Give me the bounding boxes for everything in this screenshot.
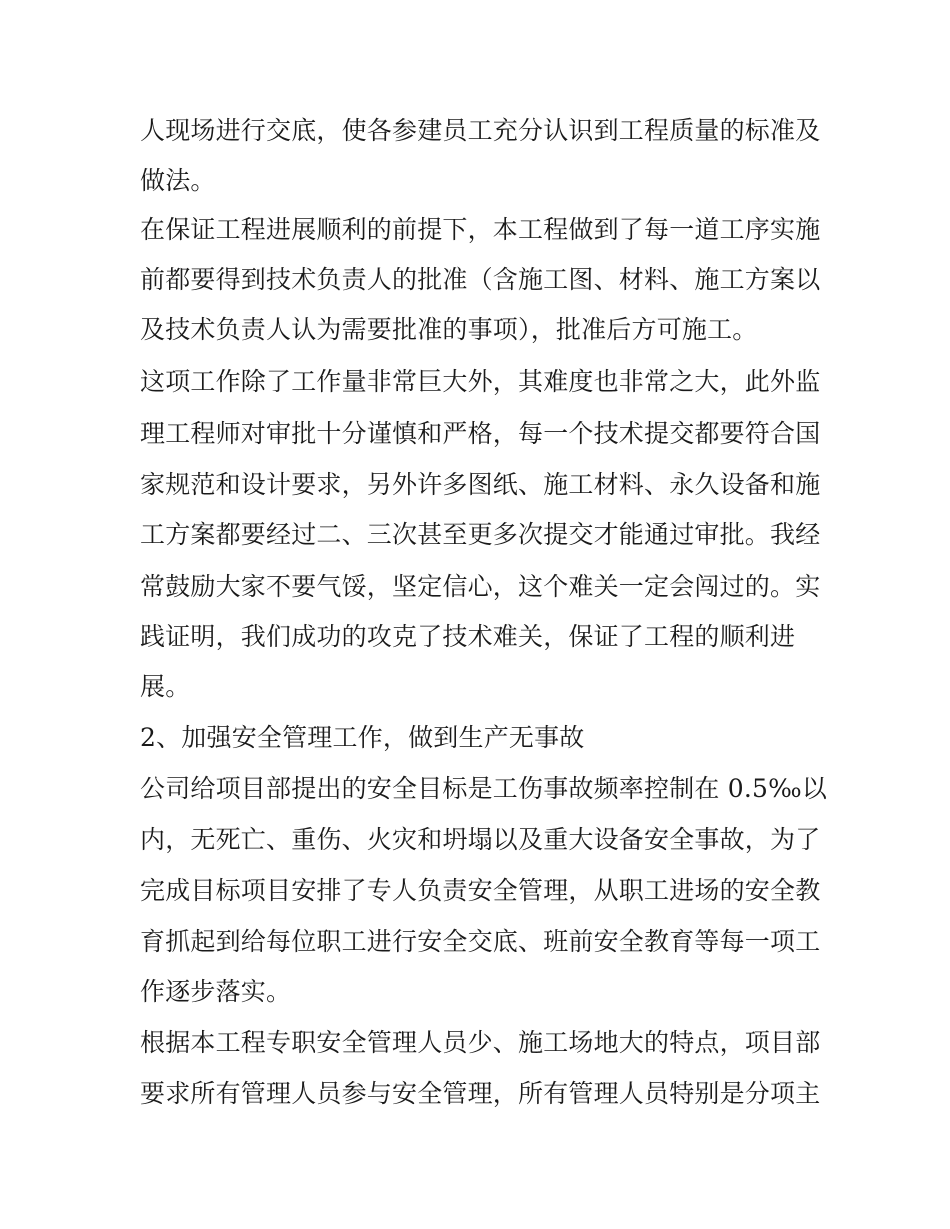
text-line: 公司给项目部提出的安全目标是工伤事故频率控制在 0.5‰以 (140, 774, 828, 803)
text-line: 内，无死亡、重伤、火灾和坍塌以及重大设备安全事故，为了 (140, 825, 821, 854)
text-line: 根据本工程专职安全管理人员少、施工场地大的特点，项目部 (140, 1028, 821, 1057)
text-line: 要求所有管理人员参与安全管理，所有管理人员特别是分项主 (140, 1079, 821, 1108)
text-line: 育抓起到给每位职工进行安全交底、班前安全教育等每一项工 (140, 927, 821, 956)
text-line: 人现场进行交底，使各参建员工充分认识到工程质量的标准及 (140, 116, 821, 145)
text-line: 工方案都要经过二、三次甚至更多次提交才能通过审批。我经 (140, 520, 821, 549)
text-line: 作逐步落实。 (140, 977, 292, 1006)
text-line: 做法。 (140, 166, 216, 195)
text-line: 这项工作除了工作量非常巨大外，其难度也非常之大，此外监 (140, 367, 821, 396)
text-line: 在保证工程进展顺利的前提下，本工程做到了每一道工序实施 (140, 215, 821, 244)
text-line: 展。 (140, 672, 191, 701)
section-heading: 2、加强安全管理工作，做到生产无事故 (140, 723, 585, 752)
text-line: 理工程师对审批十分谨慎和严格，每一个技术提交都要符合国 (140, 419, 821, 448)
text-line: 及技术负责人认为需要批准的事项），批准后方可施工。 (140, 315, 758, 344)
text-line: 践证明，我们成功的攻克了技术难关，保证了工程的顺利进 (140, 622, 796, 651)
text-line: 前都要得到技术负责人的批准（含施工图、材料、施工方案以 (140, 265, 821, 294)
text-line: 常鼓励大家不要气馁，坚定信心，这个难关一定会闯过的。实 (140, 572, 821, 601)
text-line: 完成目标项目安排了专人负责安全管理，从职工进场的安全教 (140, 876, 821, 905)
text-line: 家规范和设计要求，另外许多图纸、施工材料、永久设备和施 (140, 470, 821, 499)
